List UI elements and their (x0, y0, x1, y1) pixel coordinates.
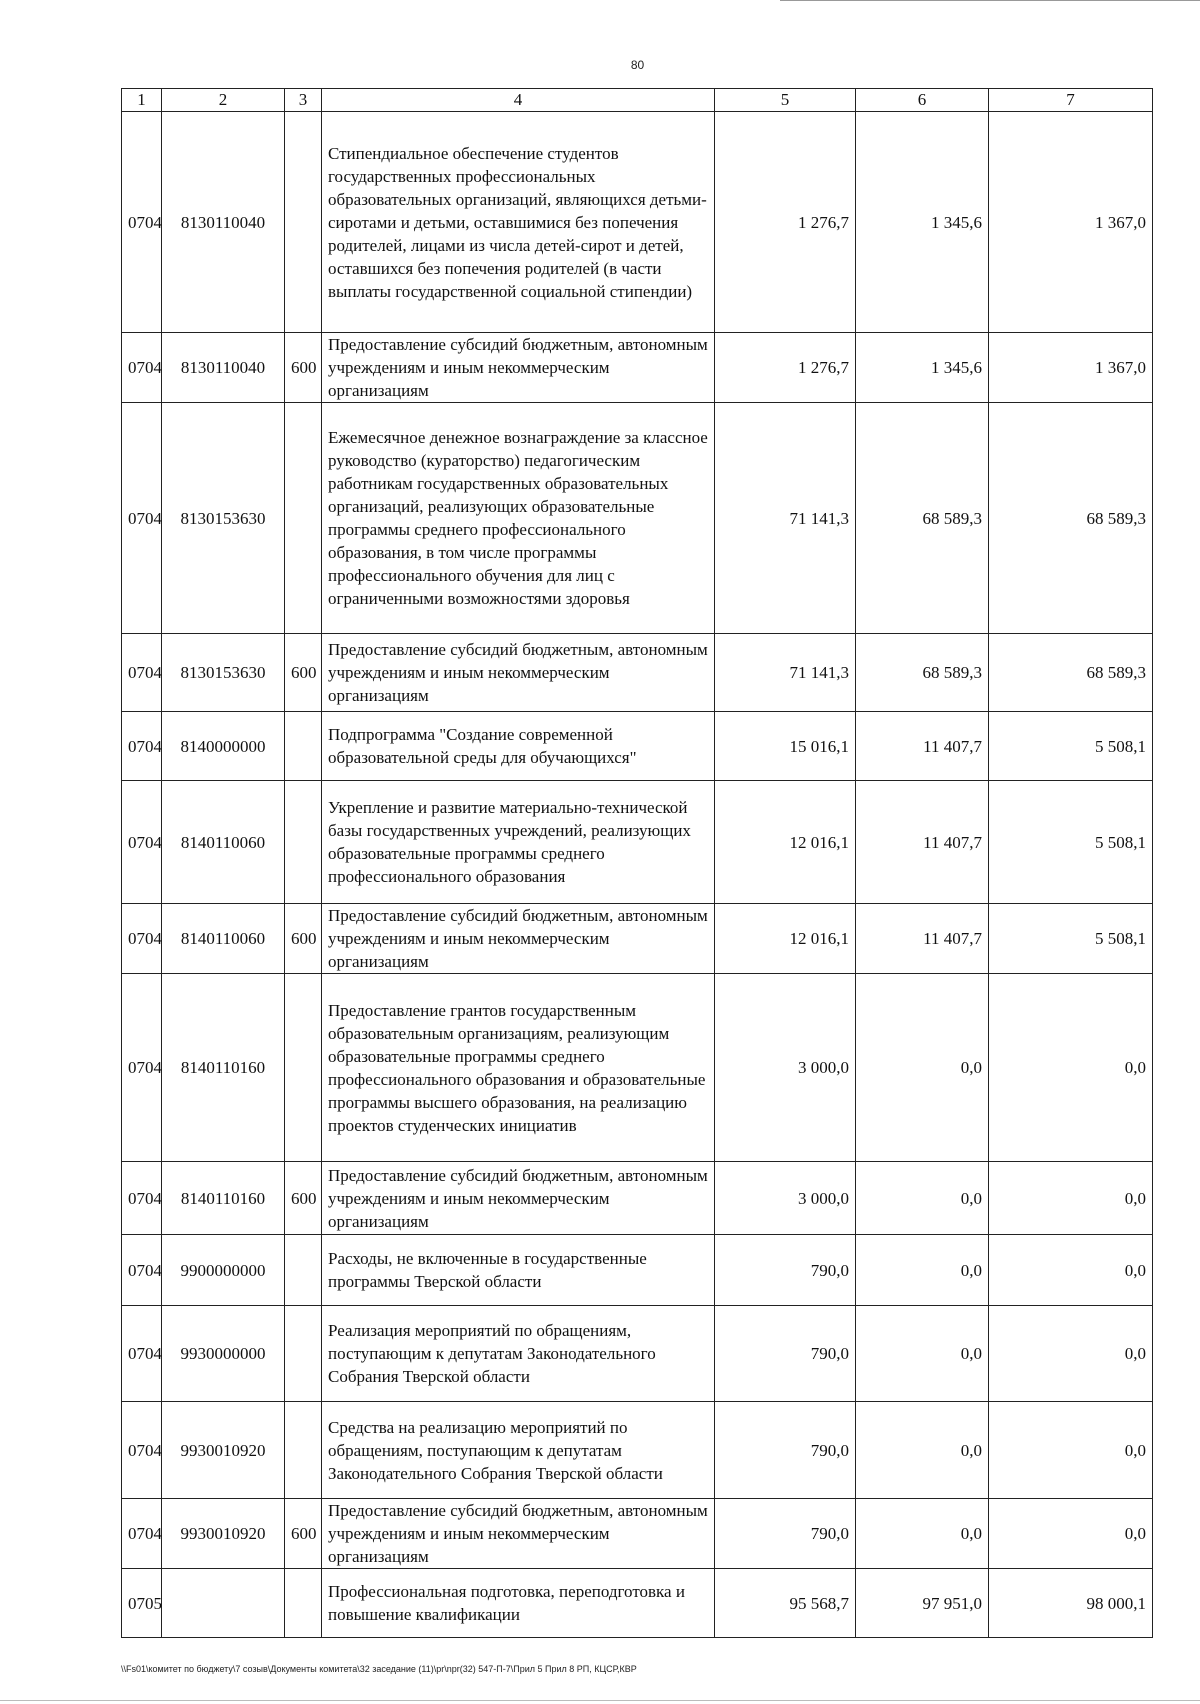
table-row (122, 904, 1153, 974)
amount-col5: 71 141,3 (715, 403, 856, 634)
amount-col5: 790,0 (715, 1402, 856, 1499)
section-code: 0704 (122, 1235, 162, 1306)
amount-col6: 11 407,7 (856, 712, 989, 781)
item-name: Подпрограмма "Создание современной образовательной среды для обучающихся" (322, 712, 715, 781)
amount-col6: 0,0 (856, 1402, 989, 1499)
budget-table (121, 88, 1153, 1638)
amount-col6: 11 407,7 (856, 904, 989, 974)
column-header-2: 2 (162, 89, 285, 112)
amount-col7: 1 367,0 (989, 112, 1153, 333)
target-code: 8130110040 (162, 333, 285, 403)
amount-col7: 68 589,3 (989, 403, 1153, 634)
expense-type: 600 (285, 333, 322, 403)
table-row (122, 112, 1153, 333)
section-code: 0704 (122, 333, 162, 403)
section-code: 0704 (122, 1162, 162, 1235)
item-name: Средства на реализацию мероприятий по обращениям, поступающим к депутатам Законодательного Собрания Тверской области (322, 1402, 715, 1499)
amount-col7: 0,0 (989, 1499, 1153, 1569)
item-name: Ежемесячное денежное вознаграждение за классное руководство (кураторство) педагогическим работникам государственных образовательных организаций, реализующих образовательные программы среднего профессионального образования, в том числе программы профессионального обучения для лиц с ограниченными возможностями здоровья (322, 403, 715, 634)
expense-type (285, 974, 322, 1162)
target-code: 9930010920 (162, 1402, 285, 1499)
section-code: 0704 (122, 1402, 162, 1499)
table-row (122, 1402, 1153, 1499)
expense-type (285, 1569, 322, 1638)
table-row (122, 1162, 1153, 1235)
amount-col5: 790,0 (715, 1235, 856, 1306)
expense-type (285, 781, 322, 904)
item-name: Реализация мероприятий по обращениям, поступающим к депутатам Законодательного Собрания Тверской области (322, 1306, 715, 1402)
amount-col7: 1 367,0 (989, 333, 1153, 403)
column-header-5: 5 (715, 89, 856, 112)
item-name: Предоставление грантов государственным образовательным организациям, реализующим образовательные программы среднего профессионального образования и образовательные программы высшего образования, на реализацию проектов студенческих инициатив (322, 974, 715, 1162)
amount-col6: 97 951,0 (856, 1569, 989, 1638)
table-row (122, 1306, 1153, 1402)
amount-col5: 790,0 (715, 1306, 856, 1402)
item-name: Расходы, не включенные в государственные программы Тверской области (322, 1235, 715, 1306)
expense-type (285, 403, 322, 634)
amount-col7: 0,0 (989, 1162, 1153, 1235)
amount-col7: 0,0 (989, 1306, 1153, 1402)
table-row (122, 1569, 1153, 1638)
table-header (122, 89, 1153, 112)
table-row (122, 712, 1153, 781)
column-header-4: 4 (322, 89, 715, 112)
amount-col6: 68 589,3 (856, 634, 989, 712)
scan-edge-bottom (0, 1700, 1200, 1701)
item-name: Предоставление субсидий бюджетным, автономным учреждениям и иным некоммерческим организациям (322, 904, 715, 974)
item-name: Стипендиальное обеспечение студентов государственных профессиональных образовательных организаций, являющихся детьми-сиротами и детьми, оставшимися без попечения родителей, лицами из числа детей-сирот и детей, оставшихся без попечения родителей (в части выплаты государственной социальной стипендии) (322, 112, 715, 333)
amount-col6: 1 345,6 (856, 333, 989, 403)
scan-edge-top (780, 0, 1200, 1)
table-row (122, 1499, 1153, 1569)
table-row (122, 974, 1153, 1162)
target-code: 8140110160 (162, 974, 285, 1162)
expense-type: 600 (285, 634, 322, 712)
amount-col6: 11 407,7 (856, 781, 989, 904)
table-row (122, 1235, 1153, 1306)
footer-file-path: \\Fs01\комитет по бюджету\7 созыв\Документы комитета\32 заседание (11)\pr\npr(32) 547-П-7\Прил 5 Прил 8 РП, КЦСР,КВР (121, 1664, 637, 1674)
amount-col5: 12 016,1 (715, 781, 856, 904)
section-code: 0704 (122, 403, 162, 634)
column-header-6: 6 (856, 89, 989, 112)
amount-col7: 5 508,1 (989, 904, 1153, 974)
item-name: Предоставление субсидий бюджетным, автономным учреждениям и иным некоммерческим организациям (322, 1162, 715, 1235)
column-header-1: 1 (122, 89, 162, 112)
amount-col5: 3 000,0 (715, 1162, 856, 1235)
column-header-3: 3 (285, 89, 322, 112)
amount-col6: 0,0 (856, 1162, 989, 1235)
target-code: 8140000000 (162, 712, 285, 781)
amount-col6: 68 589,3 (856, 403, 989, 634)
amount-col5: 71 141,3 (715, 634, 856, 712)
expense-type (285, 112, 322, 333)
amount-col5: 15 016,1 (715, 712, 856, 781)
amount-col5: 1 276,7 (715, 333, 856, 403)
section-code: 0704 (122, 1306, 162, 1402)
header-row (122, 89, 1153, 112)
expense-type (285, 1235, 322, 1306)
target-code: 8130153630 (162, 634, 285, 712)
target-code: 8130153630 (162, 403, 285, 634)
amount-col6: 0,0 (856, 1499, 989, 1569)
expense-type: 600 (285, 1499, 322, 1569)
target-code: 8140110060 (162, 904, 285, 974)
table-row (122, 333, 1153, 403)
table-row (122, 403, 1153, 634)
target-code: 9930010920 (162, 1499, 285, 1569)
target-code: 8140110160 (162, 1162, 285, 1235)
expense-type: 600 (285, 904, 322, 974)
table-row (122, 634, 1153, 712)
amount-col5: 3 000,0 (715, 974, 856, 1162)
target-code: 9900000000 (162, 1235, 285, 1306)
page-number: 80 (630, 58, 645, 72)
amount-col6: 0,0 (856, 974, 989, 1162)
table-row (122, 781, 1153, 904)
amount-col6: 0,0 (856, 1235, 989, 1306)
amount-col6: 1 345,6 (856, 112, 989, 333)
section-code: 0704 (122, 112, 162, 333)
expense-type: 600 (285, 1162, 322, 1235)
item-name: Профессиональная подготовка, переподготовка и повышение квалификации (322, 1569, 715, 1638)
amount-col5: 12 016,1 (715, 904, 856, 974)
target-code: 9930000000 (162, 1306, 285, 1402)
item-name: Предоставление субсидий бюджетным, автономным учреждениям и иным некоммерческим организациям (322, 1499, 715, 1569)
section-code: 0704 (122, 974, 162, 1162)
amount-col7: 68 589,3 (989, 634, 1153, 712)
item-name: Предоставление субсидий бюджетным, автономным учреждениям и иным некоммерческим организациям (322, 333, 715, 403)
column-header-7: 7 (989, 89, 1153, 112)
section-code: 0704 (122, 904, 162, 974)
amount-col7: 0,0 (989, 1402, 1153, 1499)
expense-type (285, 712, 322, 781)
target-code: 8140110060 (162, 781, 285, 904)
section-code: 0704 (122, 634, 162, 712)
section-code: 0704 (122, 712, 162, 781)
amount-col7: 0,0 (989, 974, 1153, 1162)
amount-col5: 95 568,7 (715, 1569, 856, 1638)
amount-col6: 0,0 (856, 1306, 989, 1402)
table-body (122, 112, 1153, 1638)
amount-col7: 5 508,1 (989, 712, 1153, 781)
target-code (162, 1569, 285, 1638)
amount-col7: 5 508,1 (989, 781, 1153, 904)
item-name: Укрепление и развитие материально-технической базы государственных учреждений, реализующих образовательные программы среднего профессионального образования (322, 781, 715, 904)
amount-col7: 0,0 (989, 1235, 1153, 1306)
item-name: Предоставление субсидий бюджетным, автономным учреждениям и иным некоммерческим организациям (322, 634, 715, 712)
amount-col5: 1 276,7 (715, 112, 856, 333)
expense-type (285, 1402, 322, 1499)
expense-type (285, 1306, 322, 1402)
section-code: 0704 (122, 1499, 162, 1569)
target-code: 8130110040 (162, 112, 285, 333)
amount-col7: 98 000,1 (989, 1569, 1153, 1638)
amount-col5: 790,0 (715, 1499, 856, 1569)
section-code: 0704 (122, 781, 162, 904)
section-code: 0705 (122, 1569, 162, 1638)
